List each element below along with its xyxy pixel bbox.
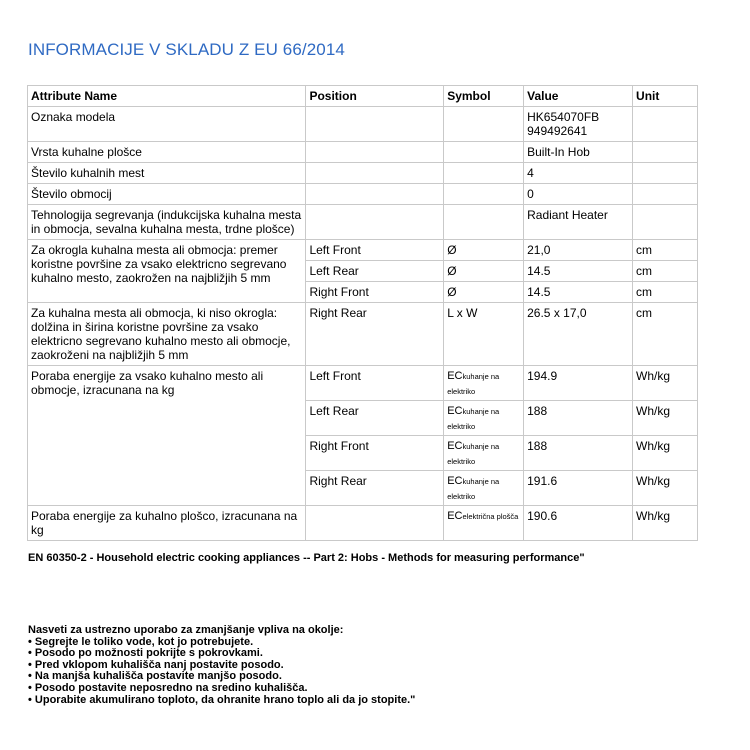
- cell-value: Built-In Hob: [524, 142, 633, 163]
- tips-heading: Nasveti za ustrezno uporabo za zmanjšanje vpliva na okolje:: [28, 624, 344, 636]
- list-item: • Posodo po možnosti pokrijte s pokrovkami.: [28, 648, 415, 660]
- list-item: • Uporabite akumulirano toploto, da ohranite hrano toplo ali da jo stopite.": [28, 695, 415, 707]
- list-item: • Posodo postavite neposredno na sredino kuhališča.: [28, 683, 415, 695]
- cell-value: 188: [524, 436, 633, 471]
- cell-unit: Wh/kg: [633, 436, 698, 471]
- cell-value: 191.6: [524, 471, 633, 506]
- attribute-name: Poraba energije za kuhalno plošco, izracunana na kg: [28, 506, 306, 541]
- cell-unit: cm: [633, 282, 698, 303]
- cell-position: Left Rear: [306, 401, 444, 436]
- cell-value: 188: [524, 401, 633, 436]
- cell-value: 14.5: [524, 261, 633, 282]
- cell-symbol: ECkuhanje na elektriko: [444, 401, 524, 436]
- cell-symbol: ECkuhanje na elektriko: [444, 471, 524, 506]
- environment-tips: [28, 625, 415, 706]
- table-row: [28, 366, 698, 401]
- cell-symbol: ECkuhanje na elektriko: [444, 436, 524, 471]
- cell-position: Right Front: [306, 282, 444, 303]
- attribute-name: Oznaka modela: [28, 107, 306, 142]
- cell-value: Radiant Heater: [524, 205, 633, 240]
- cell-position: Left Front: [306, 366, 444, 401]
- attribute-name: Za okrogla kuhalna mesta ali obmocja: premer koristne površine za vsako elektricno segrevano kuhalno mesto, zaokrožen na najbližjih 5 mm: [28, 240, 306, 303]
- cell-unit: cm: [633, 303, 698, 366]
- cell-value: 4: [524, 163, 633, 184]
- header-position: Position: [306, 86, 444, 107]
- list-item: • Pred vklopom kuhališča nanj postavite posodo.: [28, 660, 415, 672]
- cell-unit: cm: [633, 261, 698, 282]
- cell-unit: Wh/kg: [633, 401, 698, 436]
- header-attribute: Attribute Name: [28, 86, 306, 107]
- list-item: • Na manjša kuhališča postavite manjšo posodo.: [28, 671, 415, 683]
- model-value: HK654070FB 949492641: [524, 107, 633, 142]
- cell-unit: cm: [633, 240, 698, 261]
- cell-unit: Wh/kg: [633, 506, 698, 541]
- cell-value: 194.9: [524, 366, 633, 401]
- cell-position: Right Front: [306, 436, 444, 471]
- cell-symbol: Ø: [444, 282, 524, 303]
- table-row: [28, 240, 698, 261]
- attribute-name: Poraba energije za vsako kuhalno mesto ali obmocje, izracunana na kg: [28, 366, 306, 506]
- cell-symbol: L x W: [444, 303, 524, 366]
- cell-symbol: ECelektrična plošča: [444, 506, 524, 541]
- cell-symbol: ECkuhanje na elektriko: [444, 366, 524, 401]
- header-symbol: Symbol: [444, 86, 524, 107]
- table-row: [28, 184, 698, 205]
- cell-value: 14.5: [524, 282, 633, 303]
- table-row: [28, 142, 698, 163]
- table-row: [28, 506, 698, 541]
- attribute-name: Število kuhalnih mest: [28, 163, 306, 184]
- table-row: [28, 163, 698, 184]
- header-unit: Unit: [633, 86, 698, 107]
- standard-reference: EN 60350-2 - Household electric cooking appliances -- Part 2: Hobs - Methods for measuring performance": [28, 552, 585, 564]
- cell-value: 21,0: [524, 240, 633, 261]
- table-header-row: [28, 86, 698, 107]
- cell-symbol: Ø: [444, 240, 524, 261]
- cell-position: Right Rear: [306, 303, 444, 366]
- cell-value: 0: [524, 184, 633, 205]
- header-value: Value: [524, 86, 633, 107]
- cell-position: Right Rear: [306, 471, 444, 506]
- table-row: [28, 205, 698, 240]
- table-row: [28, 107, 698, 142]
- attribute-name: Tehnologija segrevanja (indukcijska kuhalna mesta in obmocja, sevalna kuhalna mesta, trdne plošce): [28, 205, 306, 240]
- cell-unit: Wh/kg: [633, 366, 698, 401]
- cell-position: Left Rear: [306, 261, 444, 282]
- attribute-name: Za kuhalna mesta ali obmocja, ki niso okrogla: dolžina in širina koristne površine za vsako elektricno segrevano kuhalno mesto ali obmocje, zaokroženi na najbližjih 5 mm: [28, 303, 306, 366]
- cell-value: 26.5 x 17,0: [524, 303, 633, 366]
- attribute-name: Število obmocij: [28, 184, 306, 205]
- table-row: [28, 303, 698, 366]
- tips-list: [28, 637, 415, 707]
- list-item: • Segrejte le toliko vode, kot jo potrebujete.: [28, 637, 415, 649]
- cell-unit: Wh/kg: [633, 471, 698, 506]
- energy-info-table: [27, 85, 698, 541]
- page-title: INFORMACIJE V SKLADU Z EU 66/2014: [28, 40, 345, 59]
- cell-symbol: Ø: [444, 261, 524, 282]
- cell-value: 190.6: [524, 506, 633, 541]
- attribute-name: Vrsta kuhalne plošce: [28, 142, 306, 163]
- cell-position: Left Front: [306, 240, 444, 261]
